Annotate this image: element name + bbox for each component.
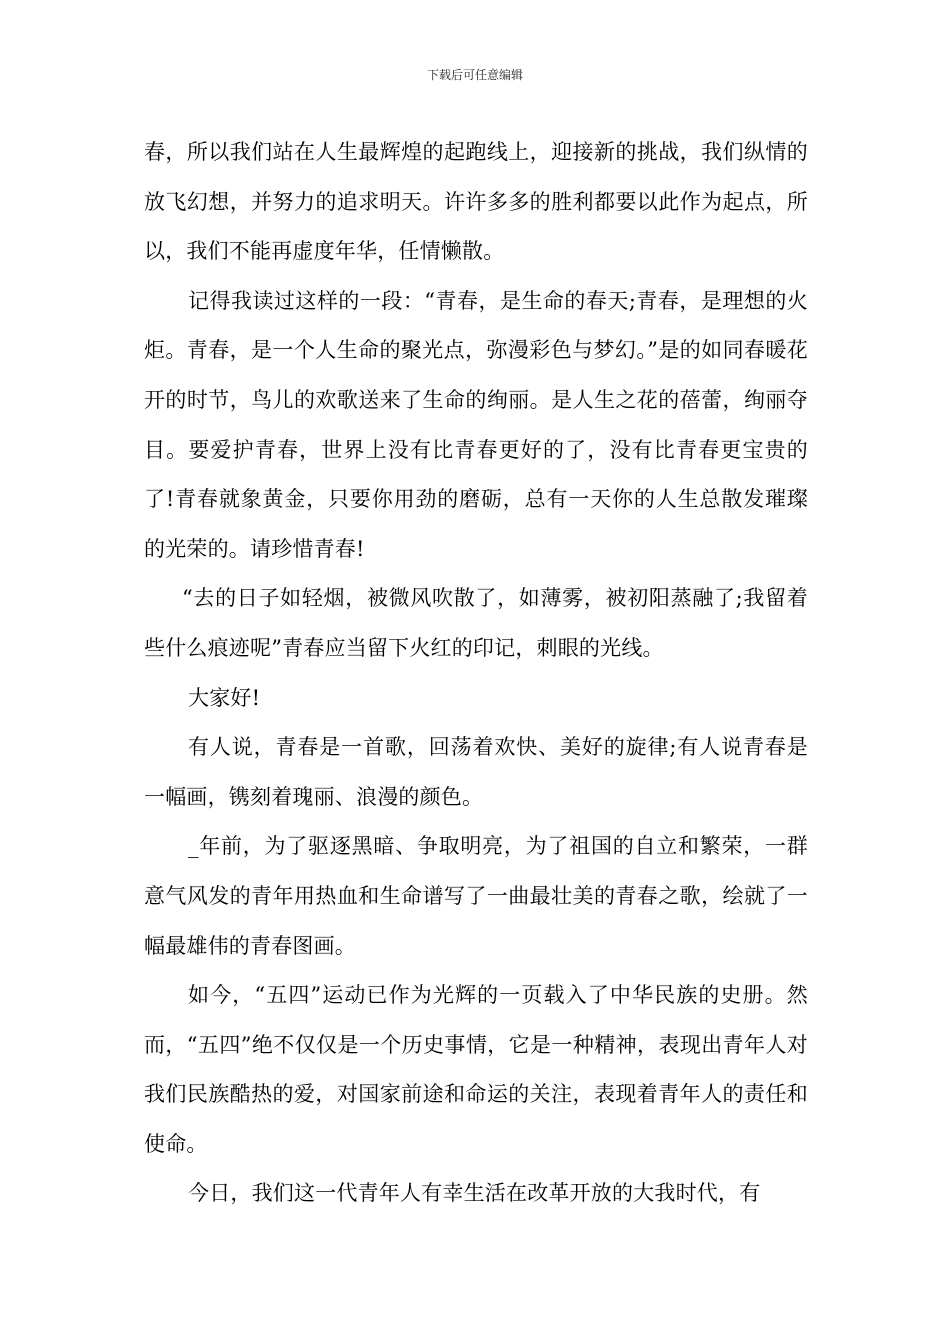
paragraph-quote-past-days: “去的日子如轻烟，被微风吹散了，如薄雾，被初阳蒸融了;我留着些什么痕迹呢”青春应当留下火红的印记，刺眼的光线。 <box>144 586 808 660</box>
paragraph-continuation: 春，所以我们站在人生最辉煌的起跑线上，迎接新的挑战，我们纵情的放飞幻想，并努力的追求明天。许许多多的胜利都要以此作为起点，所以，我们不能再虚度年华，任情懒散。 <box>144 140 808 264</box>
paragraph-may-fourth: 如今，“五四”运动已作为光辉的一页载入了中华民族的史册。然而，“五四”绝不仅仅是一个历史事情，它是一种精神，表现出青年人对我们民族酷热的爱，对国家前途和命运的关注，表现着青年人的责任和使命。 <box>144 983 808 1156</box>
page-header: 下载后可任意编辑 <box>426 68 523 82</box>
paragraph-greeting: 大家好! <box>188 685 261 710</box>
document-body <box>144 128 808 1219</box>
paragraph-today: 今日，我们这一代青年人有幸生活在改革开放的大我时代，有 <box>188 1181 761 1206</box>
paragraph-quote-memory: 记得我读过这样的一段：“青春，是生命的春天;青春，是理想的火炬。青春，是一个人生命的聚光点，弥漫彩色与梦幻。”是的如同春暖花开的时节，鸟儿的欢歌送来了生命的绚丽。是人生之花的蓓蕾，绚丽夺目。要爱护青春，世界上没有比青春更好的了，没有比青春更宝贵的了!青春就象黄金，只要你用劲的磨砺，总有一天你的人生总散发璀璨的光荣的。请珍惜青春! <box>144 288 808 561</box>
paragraph-history: _年前，为了驱逐黑暗、争取明亮，为了祖国的自立和繁荣，一群意气风发的青年用热血和生命谱写了一曲最壮美的青春之歌，绘就了一幅最雄伟的青春图画。 <box>144 834 808 958</box>
paragraph-youth-song: 有人说，青春是一首歌，回荡着欢快、美好的旋律;有人说青春是一幅画，镌刻着瑰丽、浪漫的颜色。 <box>144 735 808 809</box>
